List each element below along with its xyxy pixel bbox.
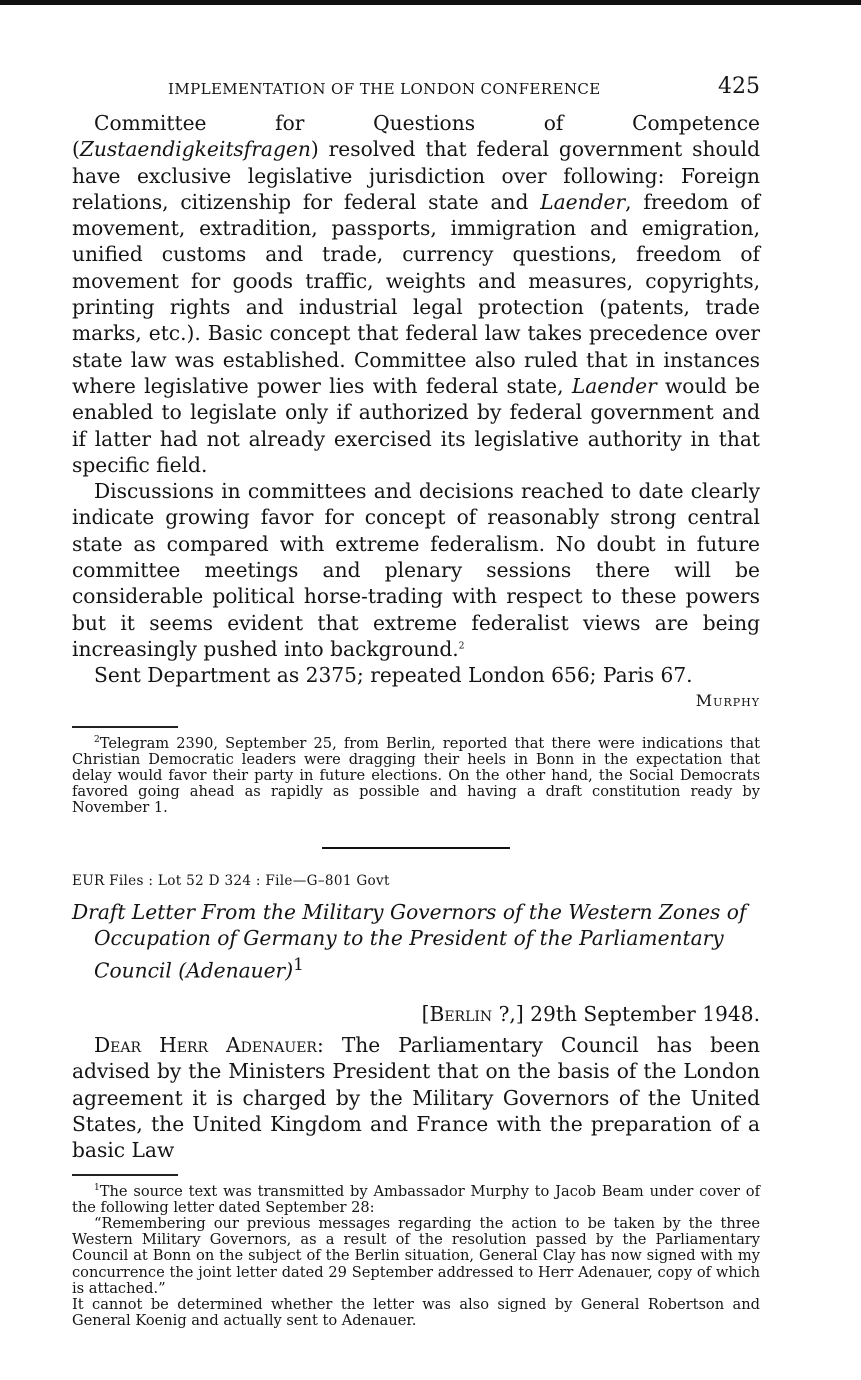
paragraph-discussions <box>72 478 760 662</box>
document-page <box>72 72 760 1329</box>
paragraph-sent: Sent Department as 2375; repeated London 656; Paris 67. <box>94 663 693 688</box>
title-text-1: Draft Letter From the Military Governors of the Western Zones of Occupation of Germany to the President of the Parliamentary Council ( <box>72 899 747 983</box>
document-title <box>72 899 760 985</box>
p1-italic-term: Zustaendigkeitsfragen <box>79 137 311 162</box>
p1-italic-laender-2: Laender <box>571 373 657 398</box>
signature: Murphy <box>695 690 760 710</box>
running-head-title: IMPLEMENTATION OF THE LONDON CONFERENCE <box>168 80 601 98</box>
footnote-1-text: The source text was transmitted by Ambassador Murphy to Jacob Beam under cover of the following letter dated September 28: <box>72 1182 760 1216</box>
p2-text: Discussions in committees and decisions reached to date clearly indicate growing favor for concept of reasonably strong central state as compared with extreme federalism. No doubt in future committee meetings and plenary sessions there will be considerable political horse-trading with respect to these powers but it seems evident that extreme federalist views are being increasingly pushed into background. <box>72 479 760 661</box>
footnote-2 <box>72 736 760 817</box>
dateline <box>72 1002 760 1026</box>
page-number: 425 <box>718 74 760 99</box>
footnote-2-text: Telegram 2390, September 25, from Berlin, reported that there were indications that Christian Democratic leaders were dragging their heels in Bonn in the expectation that delay would favor their party in future elections. On the other hand, the Social Democrats favored going ahead as rapidly as possible and having a draft constitution ready by November 1. <box>72 734 760 817</box>
letter-opening <box>72 1032 760 1163</box>
dateline-place: [Berlin ?,] <box>421 1002 524 1027</box>
footnote-ref-2[interactable]: 2 <box>458 641 465 652</box>
p1-italic-laender: Laender <box>540 189 626 214</box>
page-top-edge <box>0 0 861 5</box>
footnote-1-marker: 1 <box>94 1182 100 1193</box>
section-divider <box>322 847 510 849</box>
paragraph-competence <box>72 110 760 478</box>
running-head <box>72 72 760 104</box>
dateline-date: 29th September 1948. <box>530 1002 760 1027</box>
footnote-divider-2 <box>72 1174 178 1176</box>
source-citation: EUR Files : Lot 52 D 324 : File—G–801 Govt <box>72 872 390 889</box>
footnote-ref-1[interactable]: 1 <box>293 954 304 975</box>
footnote-1-text-2: It cannot be determined whether the letter was also signed by General Robertson and General Koenig and actually sent to Adenauer. <box>72 1296 760 1330</box>
footnote-2-marker: 2 <box>94 734 100 745</box>
footnote-1 <box>72 1184 760 1216</box>
title-name: Adenauer <box>186 958 286 983</box>
letter-text: The Parliamentary Council has been advised by the Ministers President that on the basis of the London agreement it is charged by the Military Governors of the United States, the United Kingdom and France with the preparation of a basic Law <box>72 1033 760 1163</box>
footnote-divider <box>72 726 178 728</box>
p1-text-3: , freedom of movement, extradition, passports, immigration and emigration, unified customs and trade, currency questions, freedom of movement for goods traffic, weights and measures, copyrights, printing rights and industrial legal protection (patents, trade marks, etc.). Basic concept that federal law takes precedence over state law was established. Committee also ruled that in instances where legislative power lies with federal state, <box>72 189 760 398</box>
salutation: Dear Herr Adenauer: <box>94 1033 324 1058</box>
p1-text-2: ) resolved that federal government should have exclusive legislative jurisdiction over following: Foreign relations, citizenship for federal state and <box>72 137 760 214</box>
p1-text-1: Committee for Questions of Competence ( <box>72 111 760 162</box>
title-text-2: ) <box>285 958 294 983</box>
telegram-body <box>72 110 760 689</box>
p1-text-4: would be enabled to legislate only if authorized by federal government and if latter had not already exercised its legislative authority in that specific field. <box>72 373 760 477</box>
footnote-1-quote: “Remembering our previous messages regarding the action to be taken by the three Western Military Governors, as a result of the resolution passed by the Parliamentary Council at Bonn on the subject of the Berlin situation, General Clay has now signed with my concurrence the joint letter dated 29 September addressed to Herr Adenauer, copy of which is attached.” <box>72 1215 760 1297</box>
